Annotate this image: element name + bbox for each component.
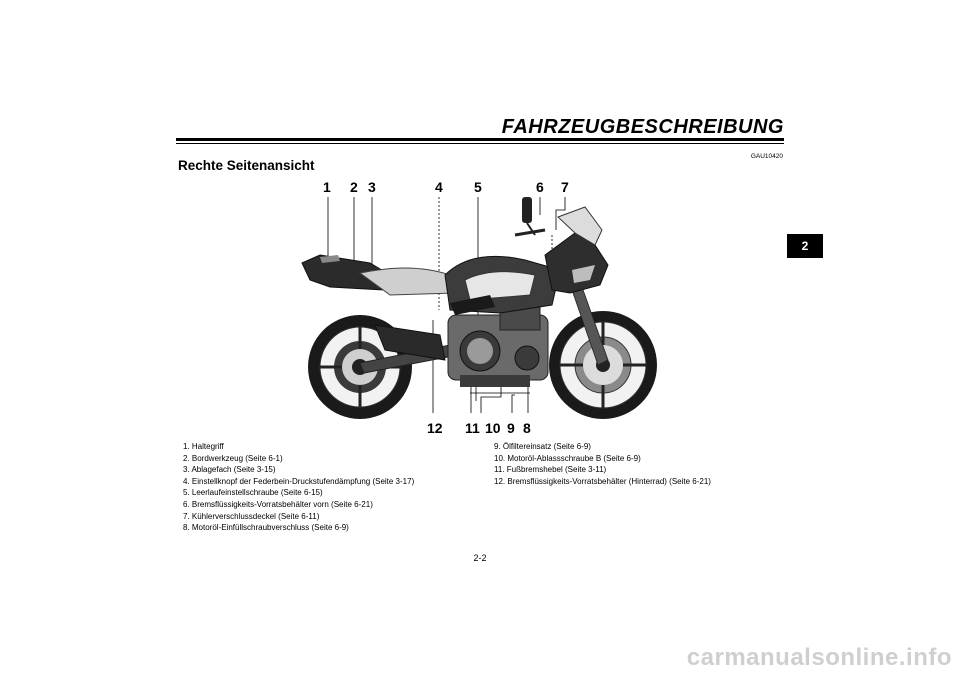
callout-10: 10 (485, 420, 501, 436)
legend-item-12: 12. Bremsflüssigkeits-Vorratsbehälter (Hinterrad) (Seite 6-21) (494, 476, 711, 486)
front-wheel (549, 311, 657, 419)
callout-1: 1 (323, 179, 331, 195)
callout-7: 7 (561, 179, 569, 195)
legend-item-7: 7. Kühlerverschlussdeckel (Seite 6-11) (183, 511, 320, 521)
legend-item-11: 11. Fußbremshebel (Seite 3-11) (494, 465, 607, 475)
callout-5: 5 (474, 179, 482, 195)
header-rule-thin (176, 143, 784, 144)
legend-item-1: 1. Haltegriff (183, 442, 224, 451)
section-title: Rechte Seitenansicht (178, 158, 315, 173)
callout-4: 4 (435, 179, 443, 195)
header-rule-thick (176, 138, 784, 141)
page-header-title: FAHRZEUGBESCHREIBUNG (501, 116, 784, 138)
chapter-tab[interactable]: 2 (787, 234, 823, 258)
engine-block (448, 305, 548, 387)
handlebar-mirror (515, 197, 545, 235)
bodywork (302, 207, 608, 315)
legend-item-8: 8. Motoröl-Einfüllschraubverschluss (Seite 6-9) (183, 523, 349, 533)
motorcycle-diagram (290, 175, 670, 437)
callout-8: 8 (523, 420, 531, 436)
page-number: 2-2 (473, 553, 487, 563)
callout-11: 11 (465, 420, 480, 436)
motorcycle-illustration (290, 175, 670, 437)
legend-left-column (183, 441, 414, 534)
callout-9: 9 (507, 420, 515, 436)
section-code: GAU10420 (750, 153, 783, 160)
callout-3: 3 (368, 179, 376, 195)
legend-item-9: 9. Ölfiltereinsatz (Seite 6-9) (494, 442, 591, 451)
legend-item-4: 4. Einstellknopf der Federbein-Druckstufendämpfung (Seite 3-17) (183, 476, 415, 486)
legend-item-3: 3. Ablagefach (Seite 3-15) (183, 465, 276, 475)
callout-12: 12 (427, 420, 443, 436)
watermark: carmanualsonline.info (686, 644, 952, 671)
legend-item-10: 10. Motoröl-Ablassschraube B (Seite 6-9) (494, 453, 641, 463)
legend-item-2: 2. Bordwerkzeug (Seite 6-1) (183, 453, 283, 463)
legend-right-column (494, 441, 711, 487)
callout-2: 2 (350, 179, 358, 195)
legend-item-6: 6. Bremsflüssigkeits-Vorratsbehälter vorn (Seite 6-21) (183, 499, 373, 509)
callout-6: 6 (536, 179, 544, 195)
legend-item-5: 5. Leerlaufeinstellschraube (Seite 6-15) (183, 488, 323, 498)
